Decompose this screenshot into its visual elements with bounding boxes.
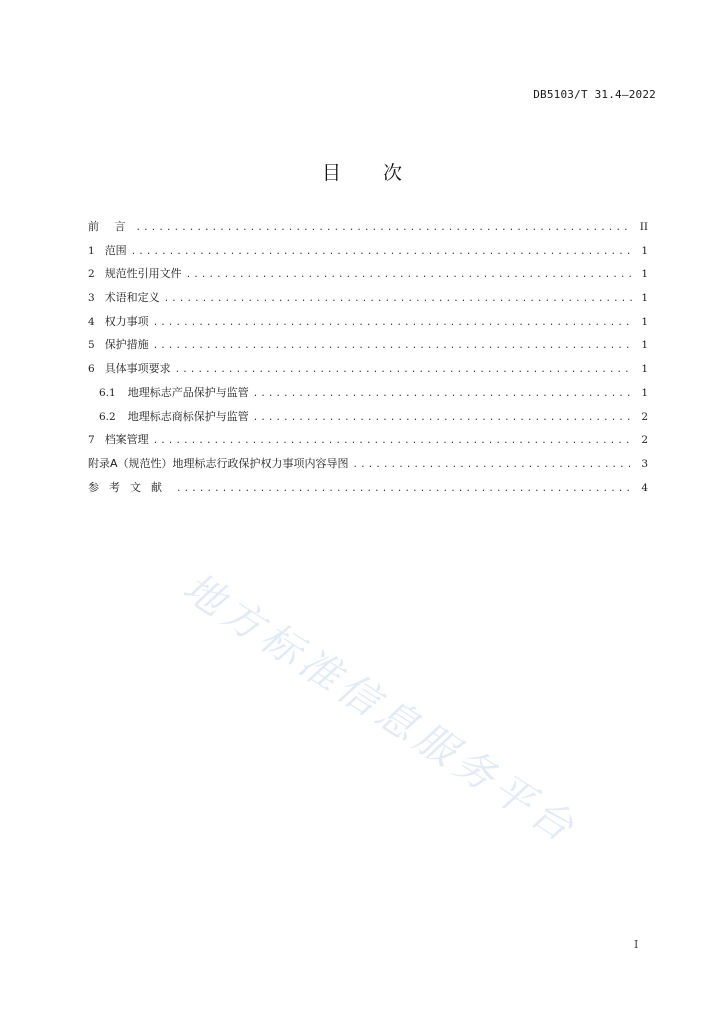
toc-entry-page: 4 <box>641 481 648 494</box>
toc-entry-page: 3 <box>641 457 648 470</box>
toc-leader <box>186 265 632 285</box>
toc-entry-page: 1 <box>641 339 648 352</box>
toc-entry-page: 2 <box>641 410 648 423</box>
toc-entry-page: 1 <box>641 315 648 328</box>
toc-entry-page: II <box>639 221 648 233</box>
toc-entry-page: 1 <box>641 292 648 305</box>
toc-leader <box>164 289 632 309</box>
toc-entry-label: 地理标志产品保护与监管 <box>127 385 249 399</box>
toc-leader <box>353 455 632 475</box>
toc-entry-page: 1 <box>641 244 648 257</box>
toc-entry-label: 范围 <box>104 243 127 257</box>
toc-leader <box>253 408 632 428</box>
toc-entry-normative-references[interactable] <box>88 264 648 288</box>
toc-entry-label: 术语和定义 <box>104 291 160 305</box>
toc-entry-number: 7 <box>88 434 95 447</box>
toc-leader <box>153 336 632 356</box>
table-of-contents <box>88 217 648 501</box>
toc-leader <box>153 431 632 451</box>
toc-entry-label: 保护措施 <box>104 338 149 352</box>
toc-entry-page: 1 <box>641 268 648 281</box>
toc-entry-label: 参考文献 <box>88 480 172 494</box>
toc-entry-page: 1 <box>641 363 648 376</box>
toc-entry-foreword[interactable] <box>88 217 648 241</box>
toc-entry-page: 1 <box>641 386 648 399</box>
toc-entry-label: 规范性引用文件 <box>104 267 182 281</box>
toc-entry-label: 档案管理 <box>104 433 149 447</box>
toc-entry-trademark-protection[interactable] <box>88 407 648 431</box>
toc-entry-terms[interactable] <box>88 288 648 312</box>
toc-entry-specific-requirements[interactable] <box>88 359 648 383</box>
toc-entry-label: 前 言 <box>88 220 132 233</box>
toc-title: 目 次 <box>321 162 421 184</box>
toc-entry-number: 4 <box>88 315 95 328</box>
toc-entry-label: 权力事项 <box>104 314 149 328</box>
toc-entry-power-items[interactable] <box>88 312 648 336</box>
toc-entry-label: 地理标志商标保护与监管 <box>127 409 249 423</box>
page-number: I <box>634 938 639 951</box>
toc-leader <box>131 242 632 262</box>
toc-entry-archive-management[interactable] <box>88 430 648 454</box>
toc-leader <box>136 218 633 238</box>
document-code: DB5103/T 31.4—2022 <box>533 88 656 101</box>
toc-entry-page: 2 <box>641 434 648 447</box>
toc-entry-number: 2 <box>88 268 95 281</box>
toc-entry-number: 6 <box>88 363 95 376</box>
toc-entry-number: 6.1 <box>99 386 116 399</box>
toc-leader <box>253 384 632 404</box>
toc-entry-number: 3 <box>88 292 95 305</box>
toc-entry-scope[interactable] <box>88 241 648 265</box>
toc-entry-protection-measures[interactable] <box>88 335 648 359</box>
watermark: 地方标准信息服务平台 <box>174 564 586 854</box>
toc-leader <box>175 360 632 380</box>
toc-leader <box>176 479 632 499</box>
toc-entry-label: 附录A（规范性）地理标志行政保护权力事项内容导图 <box>88 456 349 470</box>
toc-entry-product-protection[interactable] <box>88 383 648 407</box>
toc-entry-label: 具体事项要求 <box>104 362 171 376</box>
toc-entry-bibliography[interactable] <box>88 478 648 502</box>
toc-entry-appendix-a[interactable] <box>88 454 648 478</box>
toc-entry-number: 6.2 <box>99 410 116 423</box>
toc-entry-number: 5 <box>88 339 95 352</box>
toc-entry-number: 1 <box>88 244 95 257</box>
toc-leader <box>153 313 632 333</box>
